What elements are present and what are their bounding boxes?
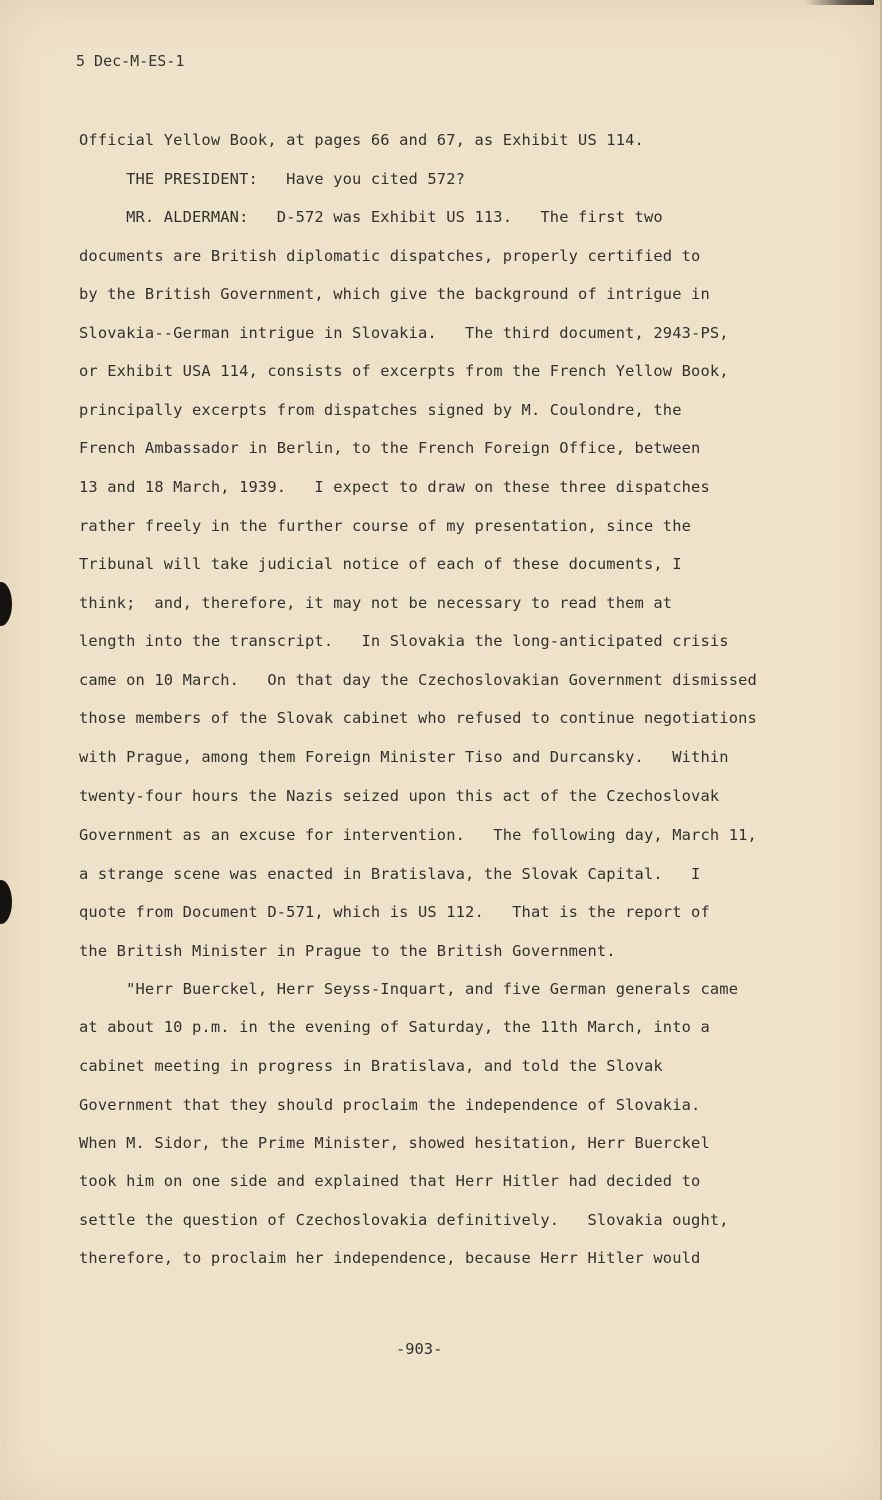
punch-hole (0, 582, 12, 626)
text-line: or Exhibit USA 114, consists of excerpts from the French Yellow Book, (79, 362, 729, 380)
text-line: at about 10 p.m. in the evening of Saturday, the 11th March, into a (79, 1018, 710, 1036)
text-line: rather freely in the further course of my presentation, since the (79, 517, 692, 535)
text-line: took him on one side and explained that Herr Hitler had decided to (79, 1172, 701, 1190)
text-line: principally excerpts from dispatches signed by M. Coulondre, the (79, 401, 682, 419)
text-line: by the British Government, which give the background of intrigue in (79, 285, 710, 303)
text-line: Official Yellow Book, at pages 66 and 67, as Exhibit US 114. (79, 131, 644, 149)
text-line: therefore, to proclaim her independence, because Herr Hitler would (79, 1249, 701, 1267)
text-line: French Ambassador in Berlin, to the French Foreign Office, between (79, 439, 701, 457)
corner-smudge (804, 0, 874, 5)
text-line: 13 and 18 March, 1939. I expect to draw on these three dispatches (79, 478, 710, 496)
text-line: "Herr Buerckel, Herr Seyss-Inquart, and five German generals came (79, 980, 739, 998)
text-line: Government that they should proclaim the independence of Slovakia. (79, 1096, 701, 1114)
text-line: twenty-four hours the Nazis seized upon this act of the Czechoslovak (79, 787, 720, 805)
text-line: a strange scene was enacted in Bratislava, the Slovak Capital. I (79, 865, 701, 883)
text-line: came on 10 March. On that day the Czechoslovakian Government dismissed (79, 671, 757, 689)
text-line: with Prague, among them Foreign Minister Tiso and Durcansky. Within (79, 748, 729, 766)
punch-hole (0, 880, 12, 924)
text-line: Slovakia--German intrigue in Slovakia. The third document, 2943-PS, (79, 324, 729, 342)
text-line: quote from Document D-571, which is US 112. That is the report of (79, 903, 710, 921)
text-line: MR. ALDERMAN: D-572 was Exhibit US 113. The first two (79, 208, 663, 226)
text-line: length into the transcript. In Slovakia the long-anticipated crisis (79, 632, 729, 650)
text-line: Government as an excuse for intervention. The following day, March 11, (79, 826, 757, 844)
text-line: When M. Sidor, the Prime Minister, showed hesitation, Herr Buerckel (79, 1134, 710, 1152)
page-number: -903- (396, 1340, 443, 1358)
header-code: 5 Dec-M-ES-1 (76, 52, 185, 70)
text-line: those members of the Slovak cabinet who refused to continue negotiations (79, 709, 757, 727)
text-line: Tribunal will take judicial notice of each of these documents, I (79, 555, 682, 573)
text-line: THE PRESIDENT: Have you cited 572? (79, 170, 466, 188)
text-line: settle the question of Czechoslovakia definitively. Slovakia ought, (79, 1211, 729, 1229)
text-line: cabinet meeting in progress in Bratislava, and told the Slovak (79, 1057, 663, 1075)
text-line: think; and, therefore, it may not be necessary to read them at (79, 594, 673, 612)
text-line: documents are British diplomatic dispatches, properly certified to (79, 247, 701, 265)
text-line: the British Minister in Prague to the British Government. (79, 942, 616, 960)
